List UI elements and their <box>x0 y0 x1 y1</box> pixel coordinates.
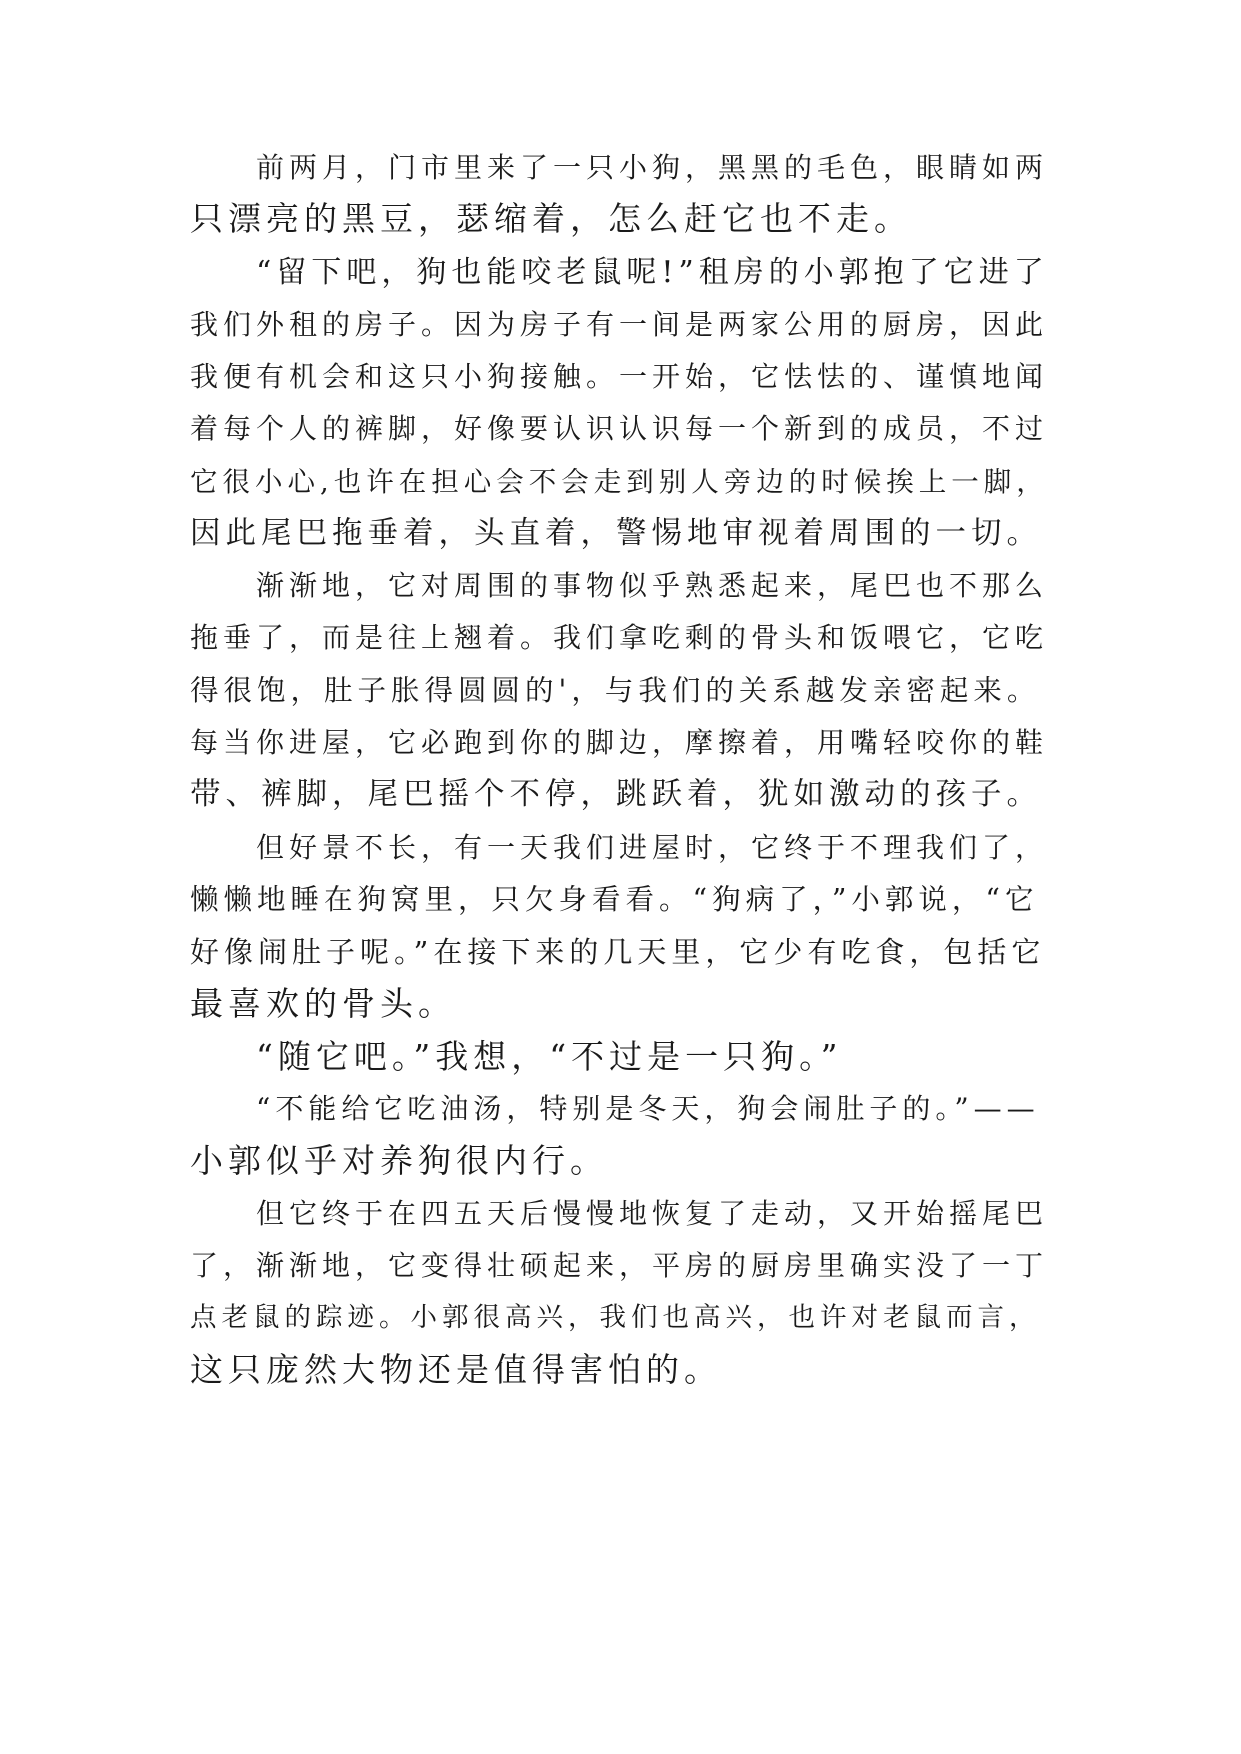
text-line: 最喜欢的骨头。 <box>190 984 456 1023</box>
text-line: 每当你进屋，它必跑到你的脚边，摩擦着，用嘴轻咬你的鞋 <box>190 726 1049 759</box>
text-line: 点老鼠的踪迹。小郭很高兴，我们也高兴，也许对老鼠而言， <box>190 1302 1041 1333</box>
text-line: 因此尾巴拖垂着，头直着，警惕地审视着周围的一切。 <box>190 516 1042 551</box>
text-line: 渐渐地，它对周围的事物似乎熟悉起来，尾巴也不那么 <box>256 569 1049 602</box>
text-line: “随它吧。”我想，“不过是一只狗。” <box>256 1037 843 1076</box>
text-line: 我便有机会和这只小狗接触。一开始，它怯怯的、谨慎地闻 <box>190 360 1049 393</box>
text-line: 这只庞然大物还是值得害怕的。 <box>190 1350 722 1389</box>
text-line: 我们外租的房子。因为房子有一间是两家公用的厨房，因此 <box>190 308 1049 341</box>
text-line: “留下吧，狗也能咬老鼠呢!”租房的小郭抱了它进了 <box>256 255 1049 290</box>
text-line: 前两月，门市里来了一只小狗，黑黑的毛色，眼睛如两 <box>256 151 1049 184</box>
text-line: 了，渐渐地，它变得壮硕起来，平房的厨房里确实没了一丁 <box>190 1249 1049 1282</box>
text-line: 但好景不长，有一天我们进屋时，它终于不理我们了， <box>256 831 1049 864</box>
text-line: 但它终于在四五天后慢慢地恢复了走动，又开始摇尾巴 <box>256 1197 1049 1230</box>
text-line: 好像闹肚子呢。”在接下来的几天里，它少有吃食，包括它 <box>190 935 1046 969</box>
text-line: 着每个人的裤脚，好像要认识认识每一个新到的成员，不过 <box>190 412 1049 445</box>
text-line: 小郭似乎对养狗很内行。 <box>190 1141 608 1180</box>
text-line: 它很小心,也许在担心会不会走到别人旁边的时候挨上一脚， <box>190 466 1049 498</box>
text-line: 带、裤脚，尾巴摇个不停，跳跃着，犹如激动的孩子。 <box>190 777 1042 812</box>
text-line: 得很饱，肚子胀得圆圆的'，与我们的关系越发亲密起来。 <box>190 674 1041 707</box>
text-line: 拖垂了，而是往上翘着。我们拿吃剩的骨头和饭喂它，它吃 <box>190 621 1049 654</box>
text-line: 懒懒地睡在狗窝里，只欠身看看。“狗病了，”小郭说，“它 <box>190 883 1039 916</box>
text-line: 只漂亮的黑豆，瑟缩着，怎么赶它也不走。 <box>190 199 912 238</box>
text-line: “不能给它吃油汤，特别是冬天，狗会闹肚子的。”—— <box>256 1092 1040 1125</box>
